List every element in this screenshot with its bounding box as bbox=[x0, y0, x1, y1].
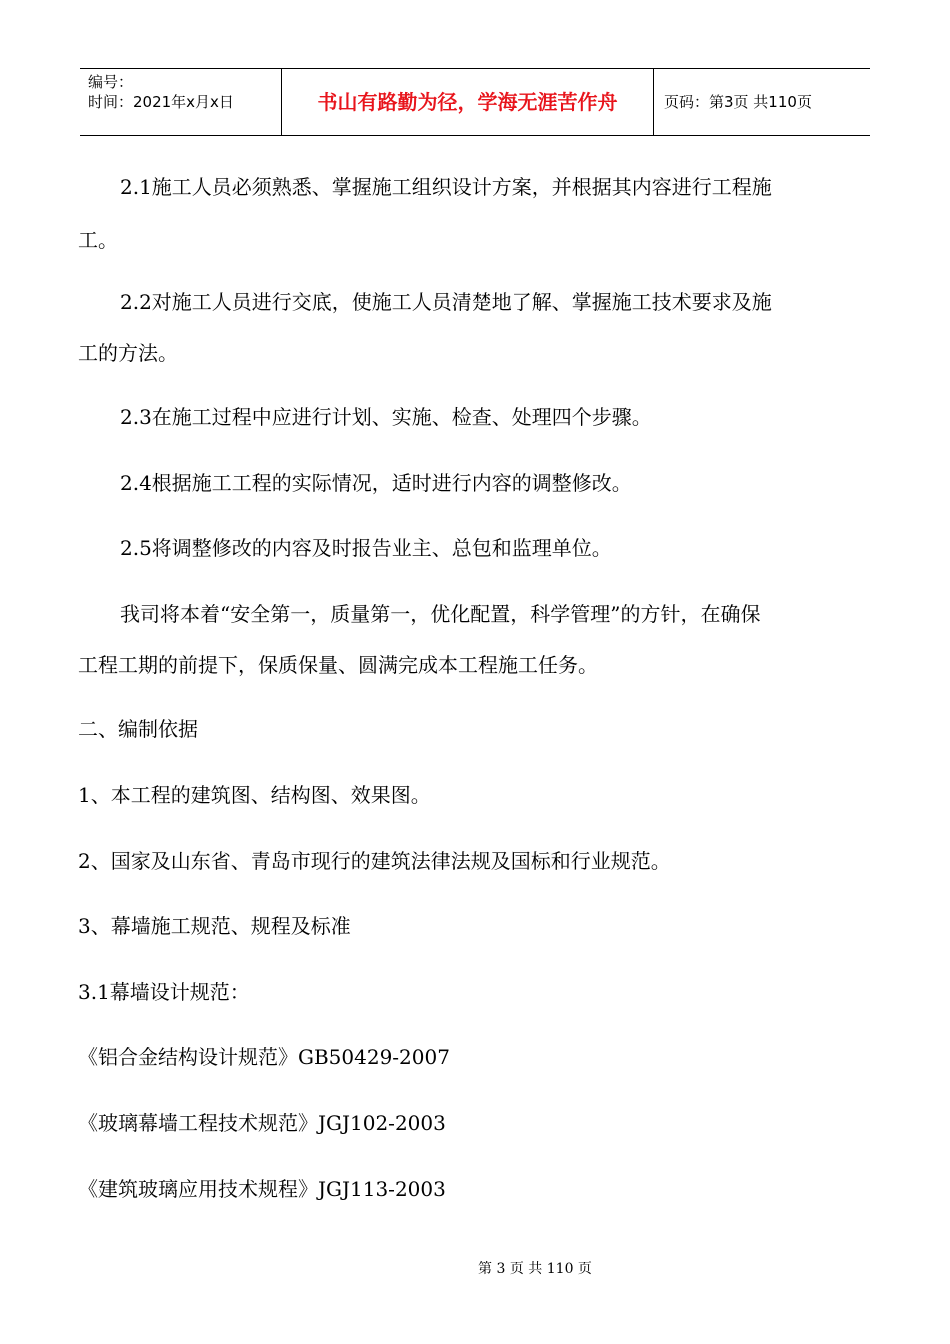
paragraph-2-3: 2.3在施工过程中应进行计划、实施、检查、处理四个步骤。 bbox=[120, 405, 652, 429]
paragraph-2-4: 2.4根据施工工程的实际情况，适时进行内容的调整修改。 bbox=[120, 471, 632, 495]
standard-aluminum-structure: 《铝合金结构设计规范》GB50429-2007 bbox=[78, 1045, 450, 1069]
page-footer: 第 3 页 共 110 页 bbox=[478, 1261, 592, 1277]
header-info-cell bbox=[80, 69, 282, 135]
paragraph-2-1-line2: 工。 bbox=[78, 228, 118, 252]
paragraph-2-2-line1: 2.2对施工人员进行交底，使施工人员清楚地了解、掌握施工技术要求及施 bbox=[120, 290, 772, 314]
policy-paragraph-line2: 工程工期的前提下，保质保量、圆满完成本工程施工任务。 bbox=[78, 653, 598, 677]
document-number-label: 编号： bbox=[88, 73, 134, 91]
basis-item-1: 1、本工程的建筑图、结构图、效果图。 bbox=[78, 783, 431, 807]
basis-item-2: 2、国家及山东省、青岛市现行的建筑法律法规及国标和行业规范。 bbox=[78, 849, 671, 873]
standard-glass-curtain-wall: 《玻璃幕墙工程技术规范》JGJ102-2003 bbox=[78, 1111, 446, 1135]
basis-item-3-1: 3.1幕墙设计规范： bbox=[78, 980, 250, 1004]
header-page-number: 页码：第3页 共110页 bbox=[664, 93, 812, 111]
paragraph-2-5: 2.5将调整修改的内容及时报告业主、总包和监理单位。 bbox=[120, 536, 612, 560]
paragraph-2-1-line1: 2.1施工人员必须熟悉、掌握施工组织设计方案，并根据其内容进行工程施 bbox=[120, 175, 772, 199]
page-header bbox=[80, 68, 870, 136]
paragraph-2-2-line2: 工的方法。 bbox=[78, 341, 178, 365]
document-date-label: 时间：2021年x月x日 bbox=[88, 93, 234, 111]
header-motto: 书山有路勤为径，学海无涯苦作舟 bbox=[282, 69, 654, 135]
standard-building-glass: 《建筑玻璃应用技术规程》JGJ113-2003 bbox=[78, 1177, 446, 1201]
section-heading-basis: 二、编制依据 bbox=[78, 717, 198, 741]
basis-item-3: 3、幕墙施工规范、规程及标准 bbox=[78, 914, 351, 938]
policy-paragraph-line1: 我司将本着“安全第一，质量第一，优化配置，科学管理”的方针，在确保 bbox=[120, 602, 761, 626]
